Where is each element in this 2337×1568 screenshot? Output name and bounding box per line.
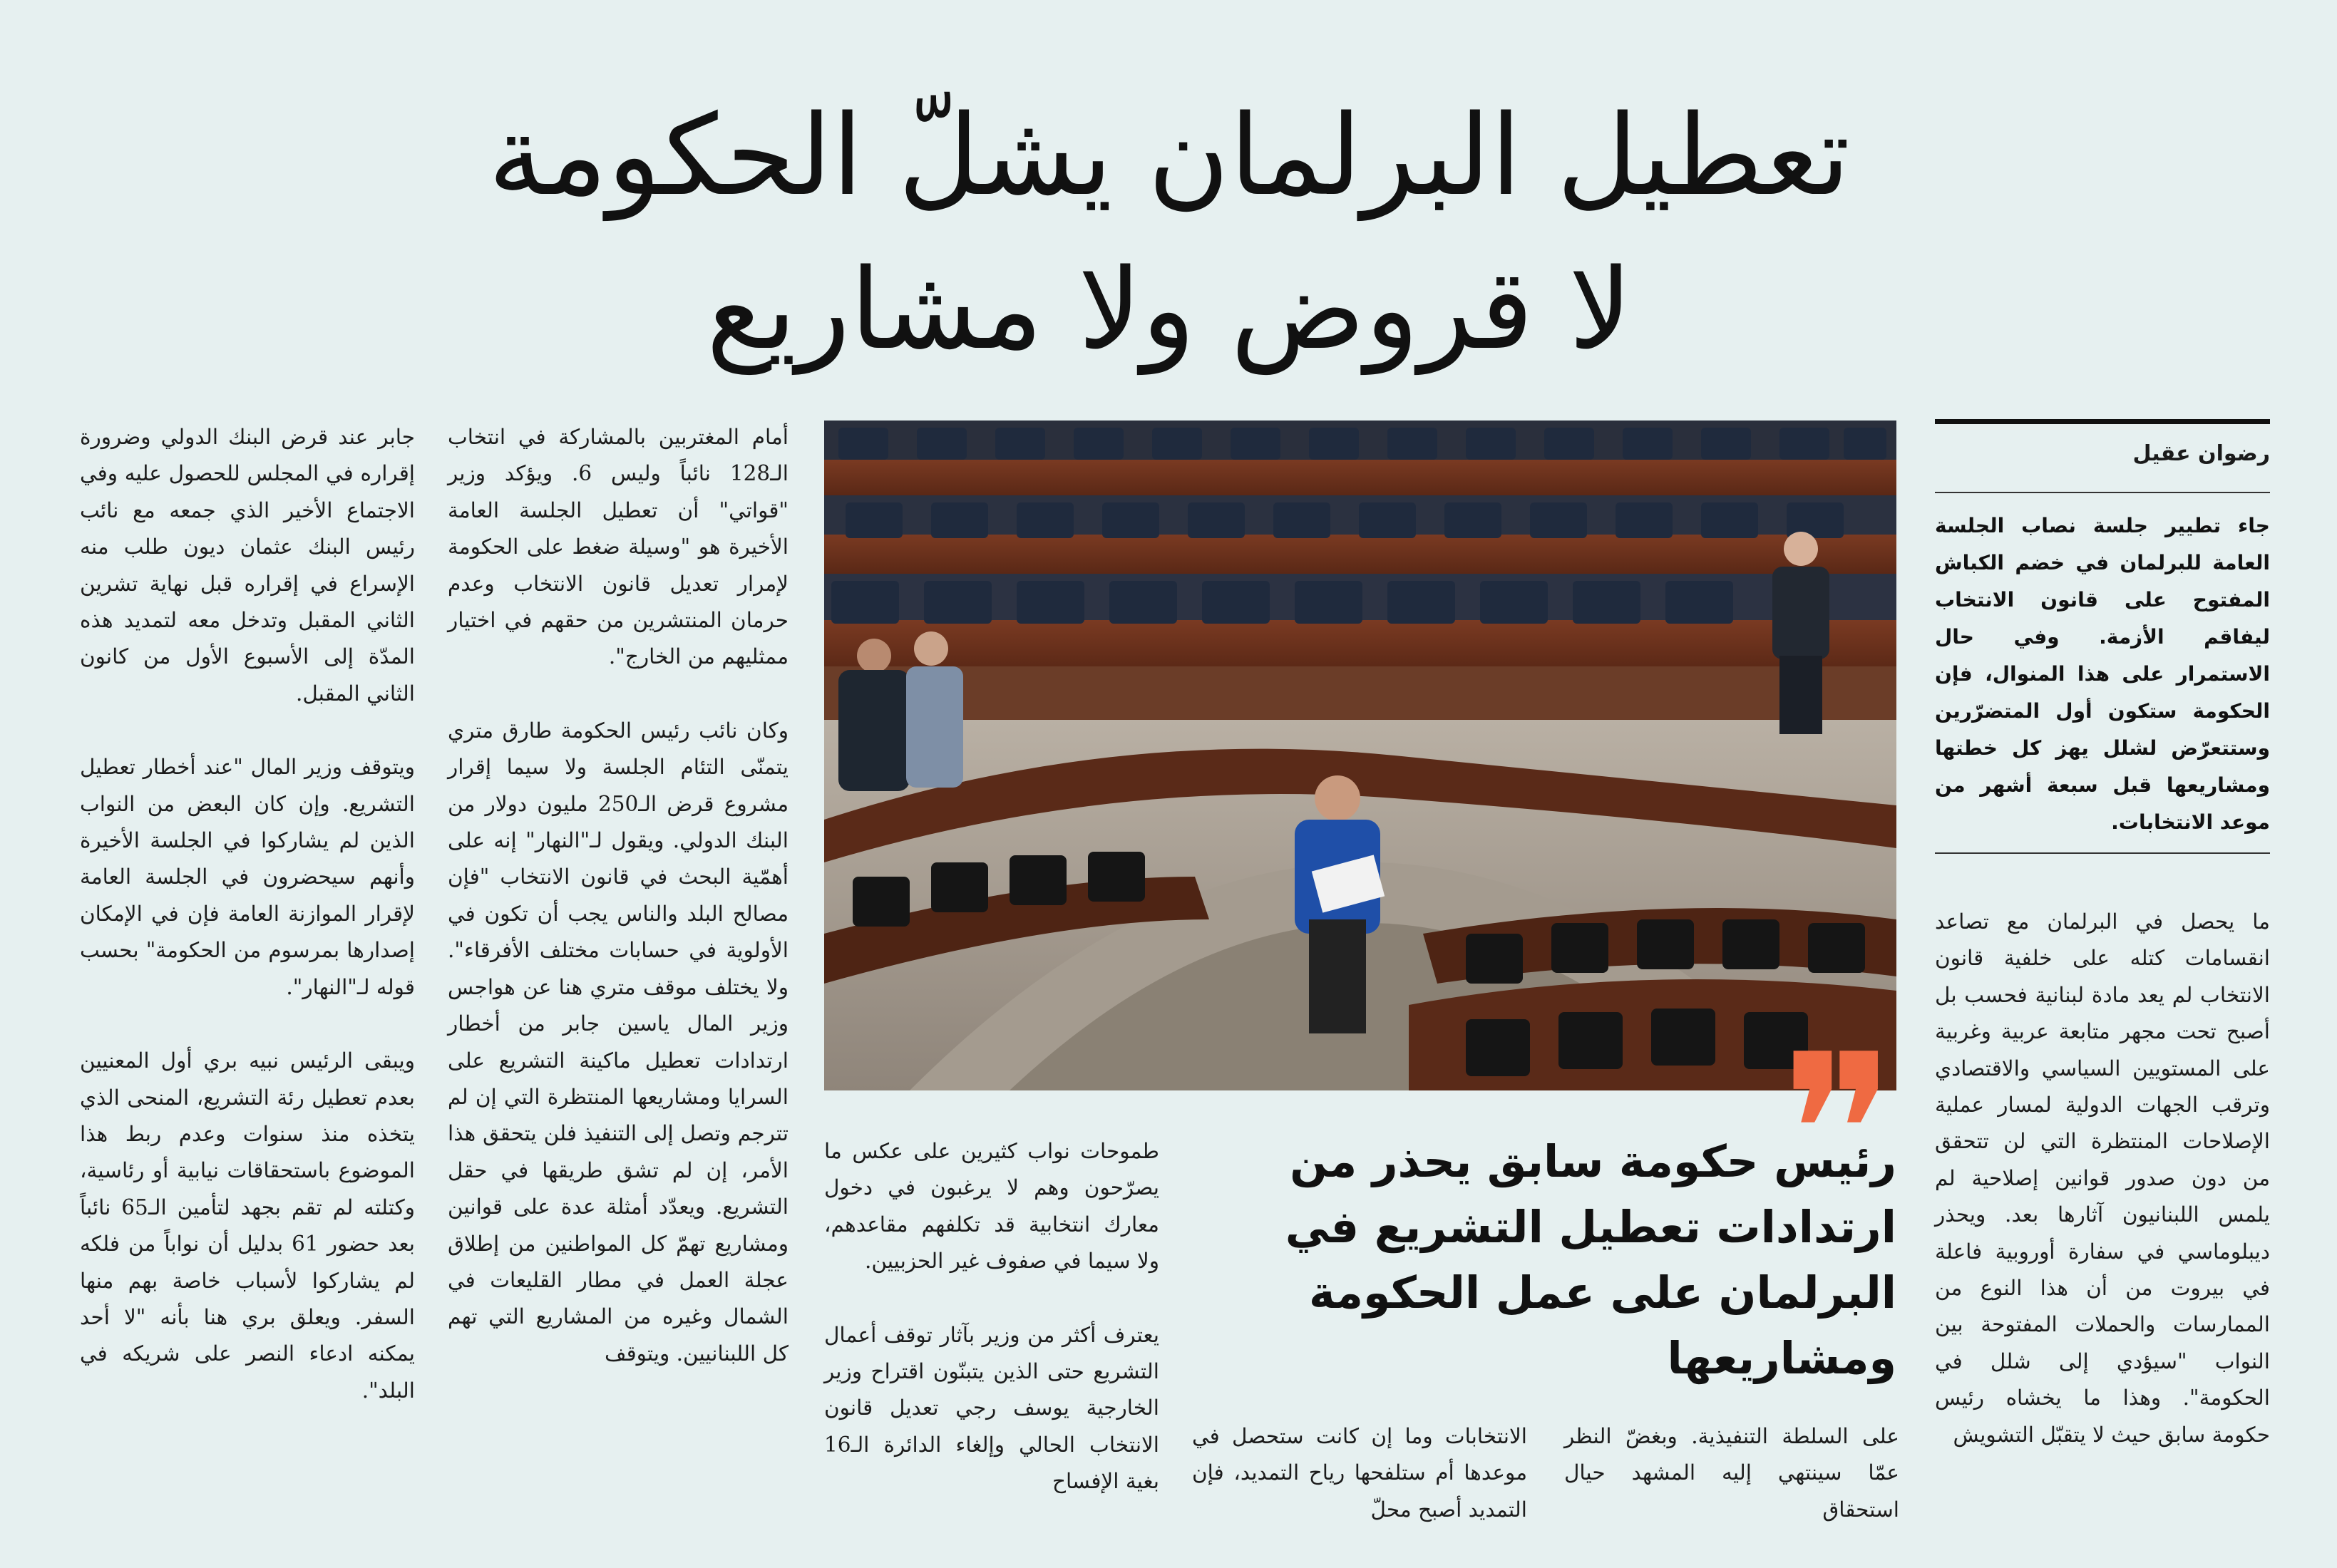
body-paragraph: طموحات نواب كثيرين على عكس ما يصرّحون وهم لا يرغبون في دخول معارك انتخابية قد تكلفهم مقاعدهم، ولا سيما في صفوف غير الحزبيين. (824, 1139, 1159, 1274)
body-paragraph: أمام المغتربين بالمشاركة في انتخاب الـ128 نائباً وليس 6. ويؤكد وزير "قواتي" أن تعطيل الجلسة العامة الأخيرة هو "وسيلة ضغط على الحكومة لإمرار تعديل قانون الانتخاب وعدم حرمان المنتشرين من حقهم في اختيار ممثليهم من الخارج". (448, 425, 789, 669)
sidebar-divider (1935, 492, 2270, 493)
pull-quote: رئيس حكومة سابق يحذر من ارتدادات تعطيل التشريع في البرلمان على عمل الحكومة ومشاريعها (1285, 1135, 1896, 1384)
body-paragraph: ويبقى الرئيس نبيه بري أول المعنيين بعدم تعطيل رئة التشريع، المنحى الذي يتخذه منذ سنوات وعدم ربط هذا الموضوع باستحقاقات نيابية أو رئاسية، وكتلته لم تقم بجهد لتأمين الـ65 نائباً بعد حضور 61 بدليل أن نواباً من فلكه لم يشاركوا لأسباب خاصة بهم منها السفر. ويعلق بري هنا بأنه "لا أحد يمكنه ادعاء النصر على شريكه في البلد". (80, 1048, 415, 1403)
body-column-side (1935, 904, 2270, 1545)
body-paragraph: الانتخابات وما إن كانت ستحصل في موعدها أم ستلفحها رياح التمديد، فإن التمديد أصبح محلّ (1192, 1424, 1527, 1522)
author-byline: رضوان عقيل (2132, 441, 2270, 466)
body-column-1 (80, 419, 415, 1545)
quote-icon: ❞ (1781, 1009, 1896, 1257)
body-column-3 (824, 1133, 1159, 1545)
sidebar-divider (1935, 852, 2270, 854)
headline-line-1: تعطيل البرلمان يشلّ الحكومة (488, 91, 1851, 220)
body-column-5 (1192, 1418, 1527, 1545)
body-paragraph: ويتوقف وزير المال "عند أخطار تعطيل التشريع. وإن كان البعض من النواب الذين لم يشاركوا في الجلسة الأخيرة وأنهم سيحضرون في الجلسة العامة لإقرار الموازنة العامة فإن في الإمكان إصدارها بمرسوم من الحكومة" بحسب قوله لـ"النهار". (80, 755, 415, 999)
body-column-2 (448, 419, 789, 1545)
headline (371, 78, 1968, 386)
body-paragraph: وكان نائب رئيس الحكومة طارق متري يتمنّى التئام الجلسة ولا سيما إقرار مشروع قرض الـ250 مليون دولار من البنك الدولي. ويقول لـ"النهار" إنه على أهمّية البحث في قانون الانتخاب "فإن مصالح البلد والناس يجب أن تكون في الأولوية في حسابات مختلف الأفرقاء". ولا يختلف موقف متري هنا عن هواجس وزير المال ياسين جابر من أخطار ارتدادات تعطيل ماكينة التشريع على السرايا ومشاريعها المنتظرة التي إن لم تترجم وتصل إلى التنفيذ فلن يتحقق هذا الأمر، إن لم تشق طريقها في حقل التشريع. ويعدّد أمثلة عدة على قوانين ومشاريع تهمّ كل المواطنين من إطلاق عجلة العمل في مطار القليعات في الشمال وغيره من المشاريع التي تهم كل اللبنانيين. ويتوقف (448, 718, 789, 1366)
sidebar-top-rule (1935, 419, 2270, 424)
lead-paragraph: جاء تطيير جلسة نصاب الجلسة العامة للبرلمان في خضم الكباش المفتوح على قانون الانتخاب ليفاقم الأزمة. وفي حال الاستمرار على هذا المنوال، فإن الحكومة ستكون أول المتضرّرين وستتعرّض لشلل يهز كل خطتها ومشاريعها قبل سبعة أشهر من موعد الانتخابات. (1935, 514, 2270, 834)
body-paragraph: ما يحصل في البرلمان مع تصاعد انقسامات كتله على خلفية قانون الانتخاب لم يعد مادة لبنانية فحسب بل أصبح تحت مجهر متابعة عربية وغربية على المستويين السياسي والاقتصادي وترقب الجهات الدولية لمسار عملية الإصلاحات المنتظرة التي لن تتحقق من دون صدور قوانين إصلاحية لم يلمس اللبنانيون آثارها بعد. ويحذر ديبلوماسي في سفارة أوروبية فاعلة في بيروت من أن هذا النوع من الممارسات والحملات المفتوحة بين النواب "سيؤدي إلى شلل في الحكومة". وهذا ما يخشاه رئيس حكومة سابق حيث لا يتقبّل التشويش (1935, 909, 2270, 1447)
headline-line-2: لا قروض ولا مشاريع (706, 244, 1633, 374)
body-paragraph: على السلطة التنفيذية. وبغضّ النظر عمّا سينتهي إليه المشهد حيال استحقاق (1564, 1424, 1899, 1522)
body-paragraph: جابر عند قرض البنك الدولي وضرورة إقراره في المجلس للحصول عليه وفي الاجتماع الأخير الذي جمعه مع نائب رئيس البنك عثمان ديون طلب منه الإسراع في إقراره قبل نهاية تشرين الثاني المقبل وتدخل معه لتمديد هذه المدّة إلى الأسبوع الأول من كانون الثاني المقبل. (80, 425, 415, 706)
body-paragraph: يعترف أكثر من وزير بآثار توقف أعمال التشريع حتى الذين يتبنّون اقتراح وزير الخارجية يوسف رجي تعديل قانون الانتخاب الحالي وإلغاء الدائرة الـ16 بغية الإفساح (824, 1322, 1159, 1494)
body-column-4 (1564, 1418, 1899, 1545)
parliament-chamber-photo (824, 421, 1896, 1090)
